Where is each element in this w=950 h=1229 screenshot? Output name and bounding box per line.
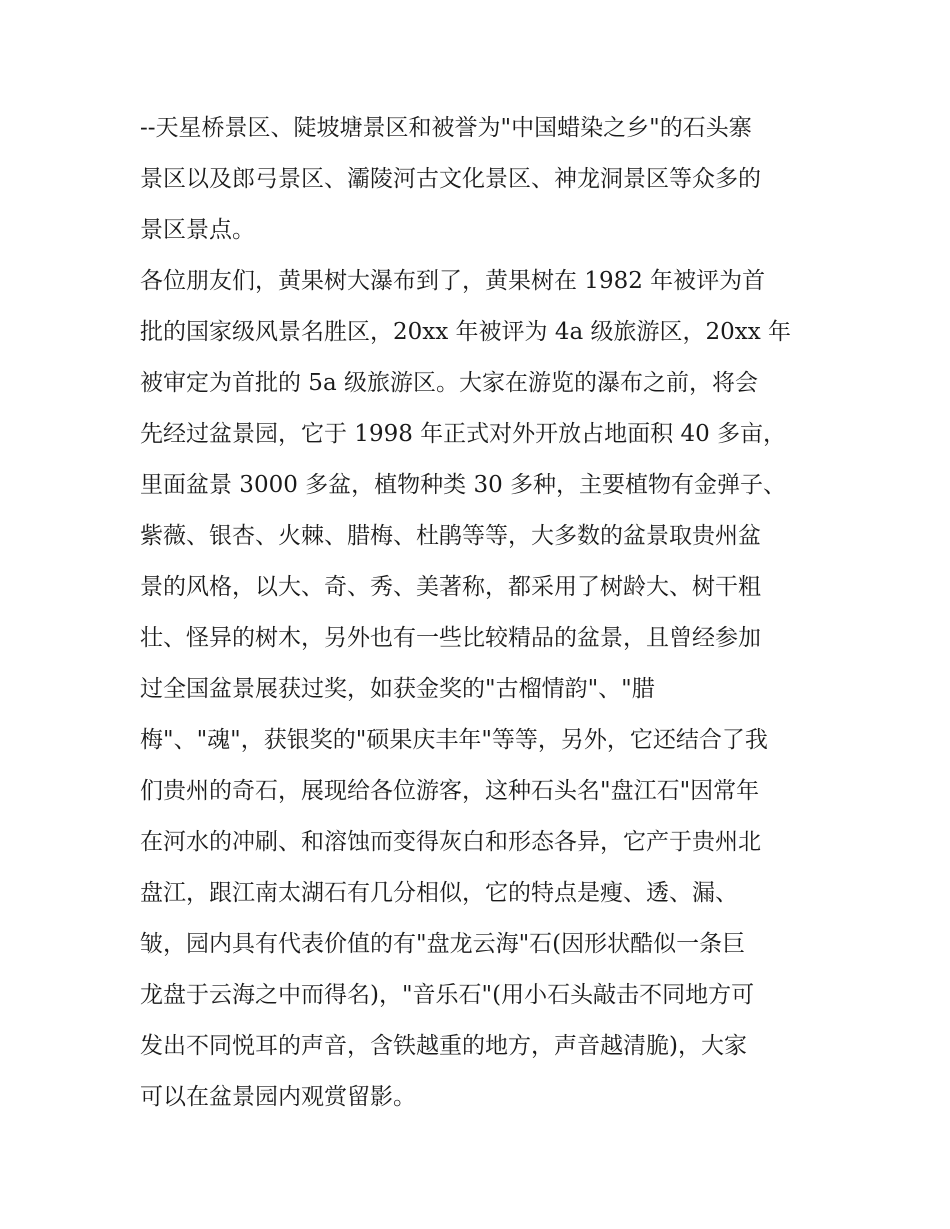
- text-line: 紫薇、银杏、火棘、腊梅、杜鹃等等，大多数的盆景取贵州盆: [140, 523, 761, 549]
- text-line: 过全国盆景展获过奖，如获金奖的"古榴情韵"、"腊: [140, 676, 655, 702]
- text-line: 里面盆景 3000 多盆，植物种类 30 多种，主要植物有金弹子、: [140, 472, 787, 498]
- text-line: 发出不同悦耳的声音，含铁越重的地方，声音越清脆)，大家: [140, 1033, 747, 1059]
- text-line: 景区景点。: [140, 217, 255, 243]
- text-line: 被审定为首批的 5a 级旅游区。大家在游览的瀑布之前，将会: [140, 370, 758, 396]
- text-line: 们贵州的奇石，展现给各位游客，这种石头名"盘江石"因常年: [140, 778, 760, 804]
- text-line: 批的国家级风景名胜区，20xx 年被评为 4a 级旅游区，20xx 年: [140, 319, 792, 345]
- text-line: 在河水的冲刷、和溶蚀而变得灰白和形态各异，它产于贵州北: [140, 829, 761, 855]
- text-line: 先经过盆景园，它于 1998 年正式对外开放占地面积 40 多亩，: [140, 421, 787, 447]
- body-text: [140, 103, 820, 1123]
- text-line: 梅"、"魂"，获银奖的"硕果庆丰年"等等，另外，它还结合了我: [140, 727, 768, 753]
- text-line: 皱，园内具有代表价值的有"盘龙云海"石(因形状酷似一条巨: [140, 931, 746, 957]
- text-line: --天星桥景区、陡坡塘景区和被誉为"中国蜡染之乡"的石头寨: [140, 115, 752, 141]
- text-line: 景区以及郎弓景区、灞陵河古文化景区、神龙洞景区等众多的: [140, 166, 761, 192]
- text-line: 龙盘于云海之中而得名)，"音乐石"(用小石头敲击不同地方可: [140, 982, 755, 1008]
- text-line: 盘江，跟江南太湖石有几分相似，它的特点是瘦、透、漏、: [140, 880, 738, 906]
- text-line: 可以在盆景园内观赏留影。: [140, 1084, 416, 1110]
- text-line: 景的风格，以大、奇、秀、美著称，都采用了树龄大、树干粗: [140, 574, 761, 600]
- text-line: 各位朋友们，黄果树大瀑布到了，黄果树在 1982 年被评为首: [140, 268, 766, 294]
- text-line: 壮、怪异的树木，另外也有一些比较精品的盆景，且曾经参加: [140, 625, 761, 651]
